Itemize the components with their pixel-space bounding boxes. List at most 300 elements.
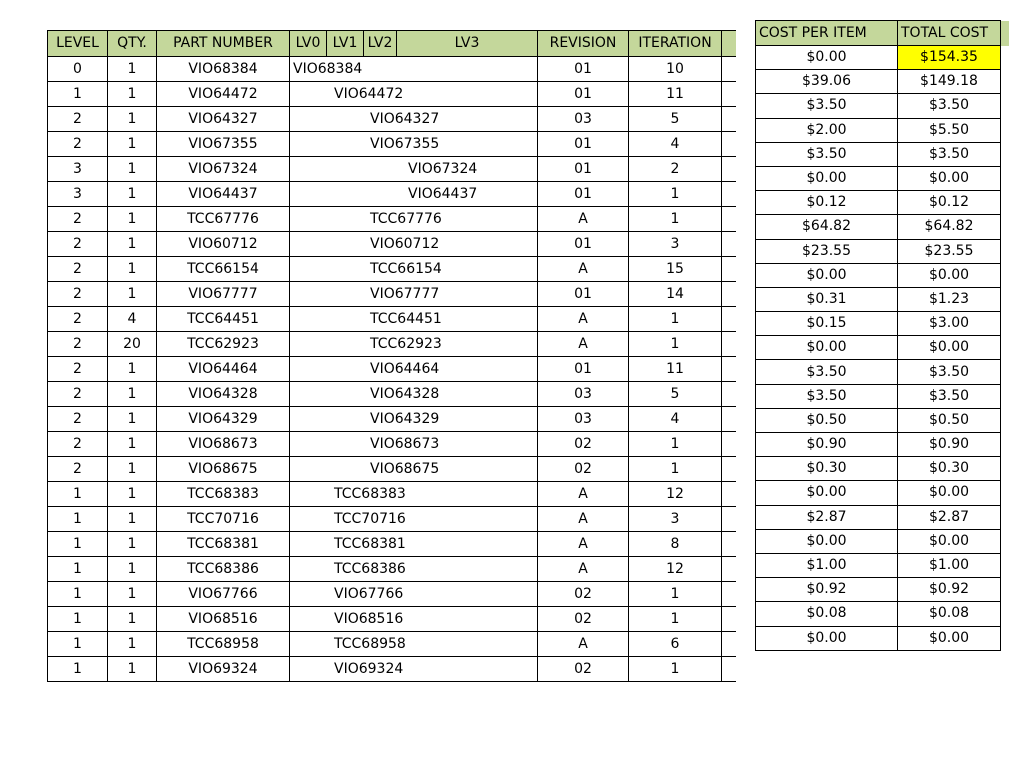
- part-number-cell[interactable]: [157, 57, 290, 82]
- total-cost-cell[interactable]: $0.00: [898, 263, 1001, 287]
- level-cell[interactable]: [48, 407, 108, 432]
- qty-cell[interactable]: [108, 357, 157, 382]
- qty-cell[interactable]: [108, 657, 157, 682]
- cut-off-cell[interactable]: [1001, 215, 1009, 239]
- header-revision[interactable]: REVISION: [538, 31, 629, 57]
- blank-cell[interactable]: [722, 557, 736, 582]
- revision-cell[interactable]: [538, 82, 629, 107]
- total-cost-cell[interactable]: $0.00: [898, 481, 1001, 505]
- hierarchy-part-cell[interactable]: [290, 607, 538, 632]
- hierarchy-part-cell-text: TCC68383: [334, 486, 406, 502]
- level-cell[interactable]: [48, 557, 108, 582]
- hierarchy-part-cell[interactable]: [290, 432, 538, 457]
- qty-cell[interactable]: [108, 107, 157, 132]
- bom-body: [48, 57, 736, 682]
- hierarchy-part-cell-text: TCC70716: [334, 511, 406, 527]
- iteration-cell[interactable]: [629, 257, 722, 282]
- iteration-cell[interactable]: [629, 207, 722, 232]
- level-cell[interactable]: [48, 82, 108, 107]
- level-cell[interactable]: [48, 257, 108, 282]
- blank-cell[interactable]: [722, 207, 736, 232]
- level-cell[interactable]: [48, 182, 108, 207]
- part-number-cell[interactable]: [157, 257, 290, 282]
- cut-off-cell[interactable]: [1001, 336, 1009, 360]
- qty-cell[interactable]: [108, 532, 157, 557]
- revision-cell[interactable]: [538, 357, 629, 382]
- level-cell[interactable]: [48, 132, 108, 157]
- qty-cell[interactable]: [108, 457, 157, 482]
- table-row: [48, 557, 736, 582]
- total-cost-cell[interactable]: $1.00: [898, 553, 1001, 577]
- part-number-cell[interactable]: [157, 632, 290, 657]
- total-cost-cell[interactable]: $0.90: [898, 433, 1001, 457]
- blank-cell[interactable]: [722, 457, 736, 482]
- total-cost-cell[interactable]: $23.55: [898, 239, 1001, 263]
- level-cell[interactable]: [48, 457, 108, 482]
- cost-per-item-cell[interactable]: $0.92: [756, 578, 898, 602]
- blank-cell[interactable]: [722, 532, 736, 557]
- iteration-cell[interactable]: [629, 282, 722, 307]
- qty-cell[interactable]: [108, 257, 157, 282]
- cut-off-cell[interactable]: [1001, 287, 1009, 311]
- header-iteration[interactable]: ITERATION: [629, 31, 722, 57]
- part-number-cell[interactable]: [157, 457, 290, 482]
- cut-off-cell[interactable]: [1001, 578, 1009, 602]
- qty-cell[interactable]: [108, 307, 157, 332]
- revision-cell[interactable]: [538, 282, 629, 307]
- level-cell[interactable]: [48, 232, 108, 257]
- part-number-cell[interactable]: [157, 432, 290, 457]
- table-row: [756, 553, 1009, 577]
- cost-per-item-cell[interactable]: $0.12: [756, 191, 898, 215]
- blank-cell[interactable]: [722, 632, 736, 657]
- part-number-cell[interactable]: [157, 307, 290, 332]
- revision-cell[interactable]: [538, 657, 629, 682]
- cost-per-item-cell[interactable]: $0.31: [756, 287, 898, 311]
- table-row: [48, 132, 736, 157]
- cost-per-item-cell[interactable]: $0.00: [756, 263, 898, 287]
- cost-per-item-cell[interactable]: $0.00: [756, 626, 898, 650]
- part-number-cell[interactable]: [157, 132, 290, 157]
- iteration-cell[interactable]: [629, 657, 722, 682]
- cost-per-item-cell[interactable]: $0.00: [756, 46, 898, 70]
- header-cut-off[interactable]: [1001, 21, 1009, 46]
- cut-off-cell[interactable]: [1001, 529, 1009, 553]
- header-total-cost[interactable]: TOTAL COST: [898, 21, 1001, 46]
- level-cell[interactable]: [48, 382, 108, 407]
- cut-off-cell[interactable]: [1001, 553, 1009, 577]
- level-cell-text: 1: [73, 86, 82, 102]
- hierarchy-part-cell[interactable]: [290, 157, 538, 182]
- blank-cell[interactable]: [722, 332, 736, 357]
- table-row: [48, 407, 736, 432]
- level-cell[interactable]: [48, 57, 108, 82]
- part-number-cell[interactable]: [157, 382, 290, 407]
- total-cost-cell[interactable]: $2.87: [898, 505, 1001, 529]
- revision-cell[interactable]: [538, 607, 629, 632]
- cost-per-item-cell[interactable]: $0.08: [756, 602, 898, 626]
- iteration-cell[interactable]: [629, 332, 722, 357]
- total-cost-cell[interactable]: $0.00: [898, 336, 1001, 360]
- iteration-cell[interactable]: [629, 582, 722, 607]
- cost-per-item-cell[interactable]: $39.06: [756, 70, 898, 94]
- header-lv1[interactable]: LV1: [327, 31, 364, 57]
- revision-cell-text: A: [578, 511, 588, 527]
- level-cell[interactable]: [48, 207, 108, 232]
- revision-cell-text: A: [578, 486, 588, 502]
- qty-cell[interactable]: [108, 432, 157, 457]
- table-row: [756, 166, 1009, 190]
- hierarchy-part-cell[interactable]: [290, 132, 538, 157]
- hierarchy-part-cell[interactable]: [290, 357, 538, 382]
- blank-cell[interactable]: [722, 57, 736, 82]
- iteration-cell[interactable]: [629, 607, 722, 632]
- blank-cell[interactable]: [722, 407, 736, 432]
- cost-per-item-cell[interactable]: $23.55: [756, 239, 898, 263]
- cost-per-item-cell[interactable]: $0.00: [756, 481, 898, 505]
- hierarchy-part-cell[interactable]: [290, 532, 538, 557]
- header-level[interactable]: LEVEL: [48, 31, 108, 57]
- qty-cell[interactable]: [108, 57, 157, 82]
- level-cell[interactable]: [48, 607, 108, 632]
- hierarchy-part-cell[interactable]: [290, 382, 538, 407]
- revision-cell[interactable]: [538, 407, 629, 432]
- revision-cell[interactable]: [538, 582, 629, 607]
- cost-per-item-cell[interactable]: $0.90: [756, 433, 898, 457]
- hierarchy-part-cell[interactable]: [290, 307, 538, 332]
- total-cost-cell[interactable]: $0.12: [898, 191, 1001, 215]
- total-cost-cell[interactable]: $0.00: [898, 166, 1001, 190]
- level-cell-text: 1: [73, 586, 82, 602]
- part-number-cell[interactable]: [157, 657, 290, 682]
- total-cost-cell[interactable]: $149.18: [898, 70, 1001, 94]
- part-number-cell[interactable]: [157, 182, 290, 207]
- iteration-cell[interactable]: [629, 82, 722, 107]
- revision-cell[interactable]: [538, 532, 629, 557]
- bom-table: [47, 30, 736, 682]
- iteration-cell[interactable]: [629, 157, 722, 182]
- table-row: [48, 207, 736, 232]
- total-cost-cell[interactable]: $3.50: [898, 94, 1001, 118]
- level-cell[interactable]: [48, 432, 108, 457]
- part-number-cell[interactable]: [157, 232, 290, 257]
- part-number-cell[interactable]: [157, 282, 290, 307]
- blank-cell[interactable]: [722, 232, 736, 257]
- cost-per-item-cell[interactable]: $0.30: [756, 457, 898, 481]
- cut-off-cell[interactable]: [1001, 505, 1009, 529]
- qty-cell[interactable]: [108, 507, 157, 532]
- iteration-cell-text: 1: [670, 661, 680, 677]
- cut-off-cell[interactable]: [1001, 626, 1009, 650]
- cost-per-item-cell[interactable]: $0.50: [756, 408, 898, 432]
- revision-cell[interactable]: [538, 57, 629, 82]
- part-number-cell[interactable]: [157, 82, 290, 107]
- blank-cell[interactable]: [722, 607, 736, 632]
- blank-cell[interactable]: [722, 382, 736, 407]
- cost-per-item-cell[interactable]: $3.50: [756, 94, 898, 118]
- level-cell[interactable]: [48, 157, 108, 182]
- header-part-number[interactable]: PART NUMBER: [157, 31, 290, 57]
- level-cell[interactable]: [48, 107, 108, 132]
- part-number-cell[interactable]: [157, 107, 290, 132]
- qty-cell-text: 1: [127, 86, 137, 102]
- revision-cell[interactable]: [538, 632, 629, 657]
- total-cost-cell[interactable]: $64.82: [898, 215, 1001, 239]
- qty-cell-text: 1: [127, 586, 137, 602]
- level-cell[interactable]: [48, 307, 108, 332]
- revision-cell[interactable]: [538, 157, 629, 182]
- hierarchy-part-cell-text: TCC68958: [334, 636, 406, 652]
- total-cost-cell[interactable]: $0.30: [898, 457, 1001, 481]
- iteration-cell[interactable]: [629, 232, 722, 257]
- table-row: [48, 357, 736, 382]
- total-cost-cell[interactable]: $3.50: [898, 384, 1001, 408]
- total-cost-cell[interactable]: $3.50: [898, 360, 1001, 384]
- total-cost-cell[interactable]: $0.92: [898, 578, 1001, 602]
- qty-cell[interactable]: [108, 182, 157, 207]
- part-number-cell[interactable]: [157, 607, 290, 632]
- table-row: [48, 232, 736, 257]
- level-cell[interactable]: [48, 657, 108, 682]
- iteration-cell[interactable]: [629, 107, 722, 132]
- iteration-cell[interactable]: [629, 182, 722, 207]
- cut-off-cell[interactable]: [1001, 239, 1009, 263]
- revision-cell[interactable]: [538, 232, 629, 257]
- cost-per-item-cell[interactable]: $1.00: [756, 553, 898, 577]
- revision-cell[interactable]: [538, 107, 629, 132]
- revision-cell[interactable]: [538, 207, 629, 232]
- revision-cell[interactable]: [538, 132, 629, 157]
- part-number-cell-text: TCC68958: [187, 636, 259, 652]
- hierarchy-part-cell[interactable]: [290, 107, 538, 132]
- blank-cell[interactable]: [722, 107, 736, 132]
- iteration-cell-text: 1: [670, 586, 680, 602]
- part-number-cell[interactable]: [157, 532, 290, 557]
- total-cost-cell[interactable]: $0.50: [898, 408, 1001, 432]
- cut-off-cell[interactable]: [1001, 384, 1009, 408]
- cut-off-cell[interactable]: [1001, 70, 1009, 94]
- cut-off-cell[interactable]: [1001, 481, 1009, 505]
- total-cost-cell-selected[interactable]: $154.35: [898, 46, 1001, 70]
- blank-cell[interactable]: [722, 257, 736, 282]
- part-number-cell[interactable]: [157, 407, 290, 432]
- total-cost-cell[interactable]: $0.08: [898, 602, 1001, 626]
- total-cost-cell[interactable]: $0.00: [898, 529, 1001, 553]
- part-number-cell[interactable]: [157, 582, 290, 607]
- cost-per-item-cell[interactable]: $2.00: [756, 118, 898, 142]
- hierarchy-part-cell-text: VIO67355: [370, 136, 440, 152]
- hierarchy-part-cell[interactable]: [290, 407, 538, 432]
- level-cell[interactable]: [48, 282, 108, 307]
- header-lv0[interactable]: LV0: [290, 31, 327, 57]
- part-number-cell[interactable]: [157, 332, 290, 357]
- blank-cell[interactable]: [722, 357, 736, 382]
- header-blank[interactable]: [722, 31, 736, 57]
- iteration-cell-text: 10: [666, 61, 684, 77]
- header-lv2[interactable]: LV2: [364, 31, 397, 57]
- qty-cell[interactable]: [108, 157, 157, 182]
- total-cost-cell[interactable]: $0.00: [898, 626, 1001, 650]
- cut-off-cell[interactable]: [1001, 46, 1009, 70]
- cut-off-cell[interactable]: [1001, 433, 1009, 457]
- iteration-cell[interactable]: [629, 132, 722, 157]
- level-cell-text: 0: [73, 61, 82, 77]
- revision-cell[interactable]: [538, 332, 629, 357]
- hierarchy-part-cell[interactable]: [290, 632, 538, 657]
- level-cell[interactable]: [48, 507, 108, 532]
- header-lv3[interactable]: LV3: [397, 31, 538, 57]
- revision-cell[interactable]: [538, 482, 629, 507]
- table-row: [756, 312, 1009, 336]
- cost-per-item-cell[interactable]: $2.87: [756, 505, 898, 529]
- qty-cell[interactable]: [108, 132, 157, 157]
- blank-cell[interactable]: [722, 282, 736, 307]
- hierarchy-part-cell[interactable]: [290, 257, 538, 282]
- qty-cell-text: 1: [127, 636, 137, 652]
- table-row: [48, 607, 736, 632]
- header-qty[interactable]: QTY.: [108, 31, 157, 57]
- table-row: [756, 384, 1009, 408]
- hierarchy-part-cell[interactable]: [290, 482, 538, 507]
- hierarchy-part-cell[interactable]: [290, 57, 538, 82]
- blank-cell[interactable]: [722, 307, 736, 332]
- part-number-cell[interactable]: [157, 207, 290, 232]
- iteration-cell[interactable]: [629, 382, 722, 407]
- cost-per-item-cell[interactable]: $0.00: [756, 166, 898, 190]
- hierarchy-part-cell-text: VIO64327: [370, 111, 440, 127]
- qty-cell[interactable]: [108, 232, 157, 257]
- part-number-cell[interactable]: [157, 557, 290, 582]
- hierarchy-part-cell[interactable]: [290, 557, 538, 582]
- iteration-cell[interactable]: [629, 557, 722, 582]
- qty-cell[interactable]: [108, 482, 157, 507]
- part-number-cell[interactable]: [157, 507, 290, 532]
- iteration-cell[interactable]: [629, 57, 722, 82]
- cost-per-item-cell[interactable]: $0.15: [756, 312, 898, 336]
- level-cell[interactable]: [48, 332, 108, 357]
- iteration-cell[interactable]: [629, 482, 722, 507]
- cost-per-item-cell[interactable]: $3.50: [756, 384, 898, 408]
- cost-per-item-cell[interactable]: $3.50: [756, 360, 898, 384]
- revision-cell[interactable]: [538, 182, 629, 207]
- hierarchy-part-cell-text: TCC67776: [370, 211, 442, 227]
- iteration-cell[interactable]: [629, 532, 722, 557]
- part-number-cell[interactable]: [157, 482, 290, 507]
- hierarchy-part-cell[interactable]: [290, 232, 538, 257]
- cut-off-cell[interactable]: [1001, 602, 1009, 626]
- table-row: [756, 336, 1009, 360]
- total-cost-cell[interactable]: $3.00: [898, 312, 1001, 336]
- qty-cell[interactable]: [108, 207, 157, 232]
- revision-cell[interactable]: [538, 432, 629, 457]
- total-cost-cell[interactable]: $3.50: [898, 142, 1001, 166]
- qty-cell-text: 1: [127, 561, 137, 577]
- blank-cell[interactable]: [722, 82, 736, 107]
- hierarchy-part-cell[interactable]: [290, 207, 538, 232]
- part-number-cell[interactable]: [157, 357, 290, 382]
- revision-cell[interactable]: [538, 307, 629, 332]
- iteration-cell[interactable]: [629, 507, 722, 532]
- table-row: [48, 307, 736, 332]
- header-cost-per-item[interactable]: COST PER ITEM: [756, 21, 898, 46]
- cut-off-cell[interactable]: [1001, 457, 1009, 481]
- cost-per-item-cell[interactable]: $3.50: [756, 142, 898, 166]
- cost-per-item-cell[interactable]: $0.00: [756, 336, 898, 360]
- revision-cell[interactable]: [538, 457, 629, 482]
- cut-off-cell[interactable]: [1001, 118, 1009, 142]
- revision-cell[interactable]: [538, 507, 629, 532]
- qty-cell[interactable]: [108, 407, 157, 432]
- hierarchy-part-cell[interactable]: [290, 332, 538, 357]
- iteration-cell[interactable]: [629, 307, 722, 332]
- total-cost-cell[interactable]: $5.50: [898, 118, 1001, 142]
- revision-cell[interactable]: [538, 257, 629, 282]
- qty-cell[interactable]: [108, 382, 157, 407]
- blank-cell[interactable]: [722, 157, 736, 182]
- cost-per-item-cell[interactable]: $64.82: [756, 215, 898, 239]
- hierarchy-part-cell[interactable]: [290, 82, 538, 107]
- hierarchy-part-cell[interactable]: [290, 657, 538, 682]
- cut-off-cell[interactable]: [1001, 263, 1009, 287]
- qty-cell[interactable]: [108, 282, 157, 307]
- blank-cell[interactable]: [722, 132, 736, 157]
- qty-cell[interactable]: [108, 332, 157, 357]
- level-cell[interactable]: [48, 482, 108, 507]
- blank-cell[interactable]: [722, 482, 736, 507]
- total-cost-cell[interactable]: $1.23: [898, 287, 1001, 311]
- cut-off-cell[interactable]: [1001, 166, 1009, 190]
- qty-cell-text: 1: [127, 486, 137, 502]
- iteration-cell[interactable]: [629, 457, 722, 482]
- cut-off-cell[interactable]: [1001, 94, 1009, 118]
- blank-cell[interactable]: [722, 432, 736, 457]
- revision-cell[interactable]: [538, 557, 629, 582]
- hierarchy-part-cell[interactable]: [290, 282, 538, 307]
- hierarchy-part-cell[interactable]: [290, 507, 538, 532]
- qty-cell[interactable]: [108, 632, 157, 657]
- cut-off-cell[interactable]: [1001, 312, 1009, 336]
- cut-off-cell[interactable]: [1001, 142, 1009, 166]
- level-cell[interactable]: [48, 632, 108, 657]
- table-row: [48, 482, 736, 507]
- hierarchy-part-cell[interactable]: [290, 582, 538, 607]
- qty-cell[interactable]: [108, 557, 157, 582]
- qty-cell[interactable]: [108, 82, 157, 107]
- cut-off-cell[interactable]: [1001, 408, 1009, 432]
- iteration-cell[interactable]: [629, 432, 722, 457]
- cut-off-cell[interactable]: [1001, 191, 1009, 215]
- hierarchy-part-cell[interactable]: [290, 457, 538, 482]
- hierarchy-part-cell[interactable]: [290, 182, 538, 207]
- level-cell[interactable]: [48, 582, 108, 607]
- iteration-cell[interactable]: [629, 357, 722, 382]
- iteration-cell[interactable]: [629, 632, 722, 657]
- part-number-cell[interactable]: [157, 157, 290, 182]
- table-row: [756, 529, 1009, 553]
- level-cell[interactable]: [48, 357, 108, 382]
- level-cell[interactable]: [48, 532, 108, 557]
- iteration-cell[interactable]: [629, 407, 722, 432]
- cost-per-item-cell[interactable]: $0.00: [756, 529, 898, 553]
- blank-cell[interactable]: [722, 182, 736, 207]
- blank-cell[interactable]: [722, 657, 736, 682]
- blank-cell[interactable]: [722, 582, 736, 607]
- revision-cell[interactable]: [538, 382, 629, 407]
- blank-cell[interactable]: [722, 507, 736, 532]
- cut-off-cell[interactable]: [1001, 360, 1009, 384]
- qty-cell[interactable]: [108, 607, 157, 632]
- qty-cell[interactable]: [108, 582, 157, 607]
